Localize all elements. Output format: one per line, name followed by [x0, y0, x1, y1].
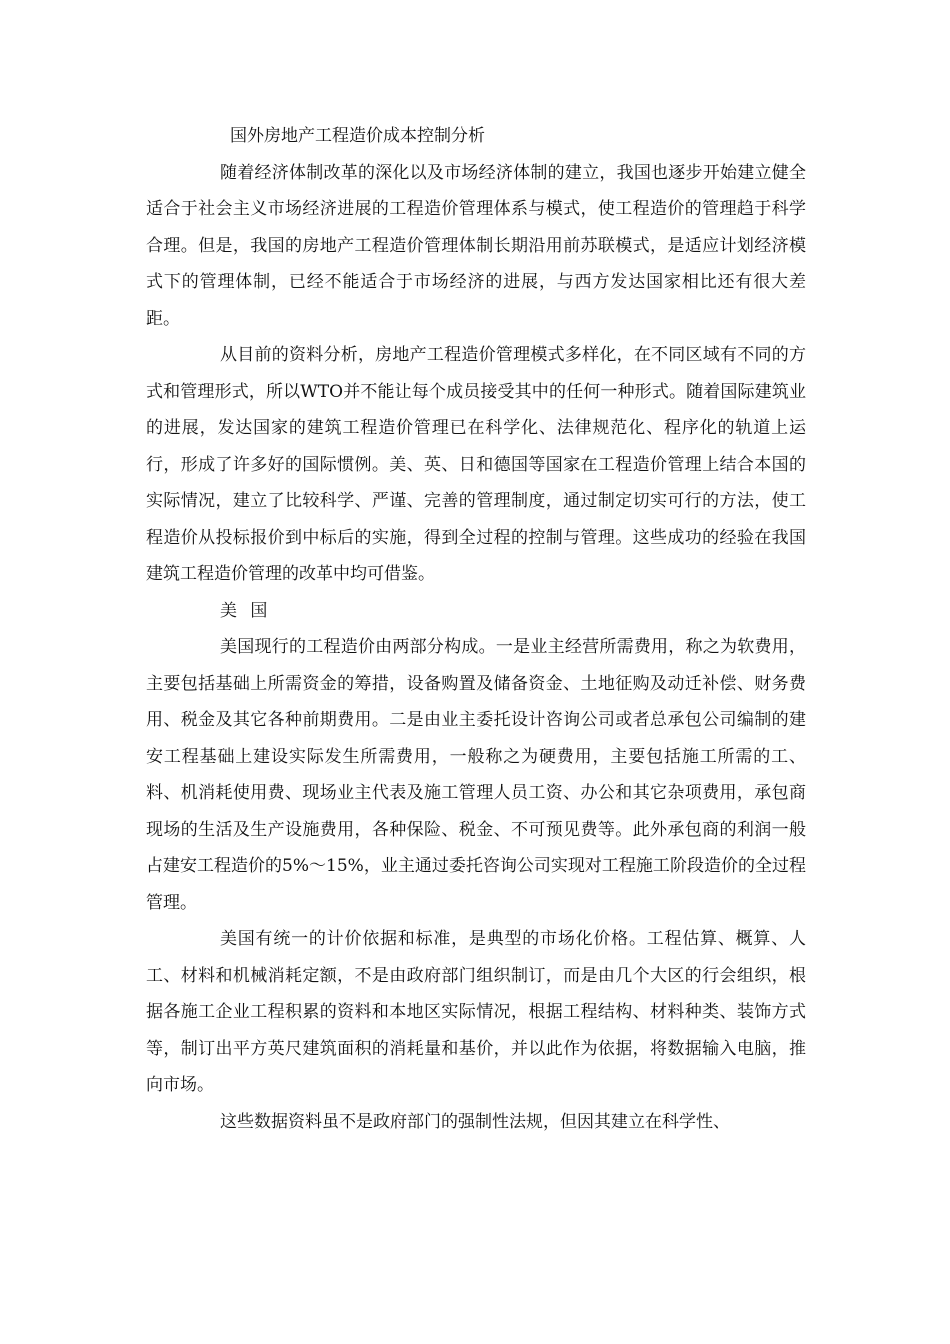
paragraph-analysis: 从目前的资料分析，房地产工程造价管理模式多样化，在不同区域有不同的方式和管理形式，所以WTO并不能让每个成员接受其中的任何一种形式。随着国际建筑业的进展，发达国家的建筑工程造价管理已在科学化、法律规范化、程序化的轨道上运行，形成了许多好的国际惯例。美、英、日和德国等国家在工程造价管理上结合本国的实际情况，建立了比较科学、严谨、完善的管理制度，通过制定切实可行的方法，使工程造价从投标报价到中标后的实施，得到全过程的控制与管理。这些成功的经验在我国建筑工程造价管理的改革中均可借鉴。: [146, 345, 806, 584]
section-heading-usa: 美 国: [220, 600, 268, 621]
document-title: 国外房地产工程造价成本控制分析: [230, 126, 485, 146]
paragraph-usa-cost-structure: 美国现行的工程造价由两部分构成。一是业主经营所需费用，称之为软费用，主要包括基础上所需资金的筹措，设备购置及储备资金、土地征购及动迁补偿、财务费用、税金及其它各种前期费用。二是由业主委托设计咨询公司或者总承包公司编制的建安工程基础上建设实际发生所需费用，一般称之为硬费用，主要包括施工所需的工、料、机消耗使用费、现场业主代表及施工管理人员工资、办公和其它杂项费用，承包商现场的生活及生产设施费用，各种保险、税金、不可预见费等。此外承包商的利润一般占建安工程造价的5%～15%，业主通过委托咨询公司实现对工程施工阶段造价的全过程管理。: [146, 637, 806, 913]
document-body: [146, 118, 806, 1140]
paragraph-usa-data-continued: 这些数据资料虽不是政府部门的强制性法规，但因其建立在科学性、: [220, 1111, 730, 1132]
paragraph-usa-pricing-standard: 美国有统一的计价依据和标准，是典型的市场化价格。工程估算、概算、人工、材料和机械消耗定额，不是由政府部门组织制订，而是由几个大区的行会组织，根据各施工企业工程积累的资料和本地区实际情况，根据工程结构、材料种类、装饰方式等，制订出平方英尺建筑面积的消耗量和基价，并以此作为依据，将数据输入电脑，推向市场。: [146, 929, 806, 1095]
paragraph-intro: 随着经济体制改革的深化以及市场经济体制的建立，我国也逐步开始建立健全适合于社会主义市场经济进展的工程造价管理体系与模式，使工程造价的管理趋于科学合理。但是，我国的房地产工程造价管理体制长期沿用前苏联模式，是适应计划经济模式下的管理体制，已经不能适合于市场经济的进展，与西方发达国家相比还有很大差距。: [146, 162, 806, 329]
